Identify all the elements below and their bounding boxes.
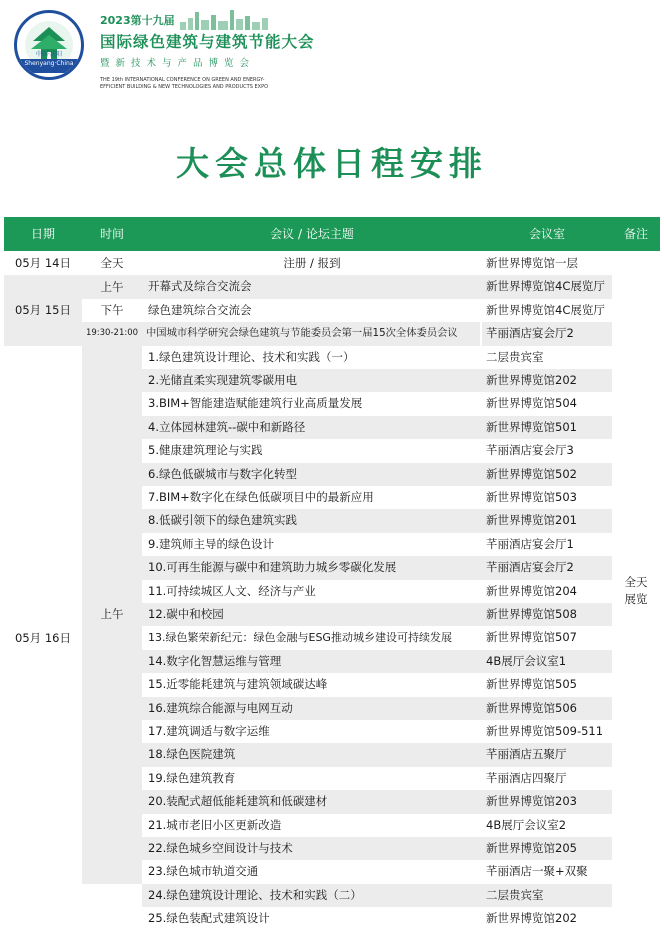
session-topic: 18.绿色医院建筑 [142,743,482,766]
column-time: 时间 [99,227,124,241]
column-topic: 会议 / 论坛主题 [270,227,354,241]
session-topic: 9.建筑师主导的绿色设计 [148,536,274,551]
session-room: 新世界博览馆205 [482,837,612,860]
session-topic: 11.可持续城区人文、经济与产业 [148,583,316,598]
session-room: 新世界博览馆506 [482,697,612,720]
session-room: 二层贵宾室 [482,884,612,907]
column-note: 备注 [623,227,648,241]
session-room: 新世界博览馆503 [486,490,577,504]
session-room: 新世界博览馆504 [486,396,577,411]
session-room: 芊丽酒店宴会厅2 [482,556,612,579]
session-room: 新世界博览馆507 [486,630,577,645]
time-cell-evening: 19:30-21:00 [82,322,142,345]
column-room: 会议室 [528,227,565,241]
time-cell-morning-may-16: 上午 [82,346,142,884]
conference-title: 国际绿色建筑与建筑节能大会 [100,33,315,51]
session-room: 芊丽酒店五聚厅 [482,743,612,766]
session-room: 新世界博览馆509-511 [486,724,604,738]
session-room: 新世界博览馆505 [486,677,577,692]
conference-header [0,0,664,110]
session-topic: 12.碳中和校园 [142,603,482,626]
session-room: 芊丽酒店四聚厅 [486,770,567,785]
session-topic: 8.低碳引领下的绿色建筑实践 [142,509,482,532]
conference-subtitle: 暨新技术与产品博览会 [100,58,256,69]
session-topic: 2.光储直柔实现建筑零碳用电 [142,369,482,392]
date-cell-may-14: 05月 14日 [15,256,71,271]
session-room: 二层贵宾室 [486,349,544,364]
time-cell-all-day: 全天 [100,256,124,271]
session-room: 新世界博览馆4C展览厅 [486,302,605,317]
session-topic: 4.立体园林建筑--碳中和新路径 [142,416,482,439]
session-room: 新世界博览馆202 [482,369,612,392]
session-topic: 16.建筑综合能源与电网互动 [142,697,482,720]
session-room: 新世界博览馆4C展览厅 [482,275,612,298]
logo-city-text: 中国·沈阳 [36,51,62,58]
session-topic: 23.绿色城市轨道交通 [148,864,259,879]
session-room: 芊丽酒店宴会厅3 [486,443,574,458]
column-date: 日期 [30,227,55,241]
session-topic: 13.绿色繁荣新纪元：绿色金融与ESG推动城乡建设可持续发展 [148,631,452,645]
session-room: 新世界博览馆502 [482,463,612,486]
conference-edition: 2023第十九届 [100,14,175,27]
session-topic: 25.绿色装配式建筑设计 [148,911,270,926]
session-room: 新世界博览馆501 [482,416,612,439]
session-room: 新世界博览馆201 [482,509,612,532]
session-room: 4B展厅会议室2 [486,817,567,832]
session-topic: 14.数字化智慧运维与管理 [142,650,482,673]
session-topic: 17.建筑调适与数字运维 [148,724,270,738]
date-cell-may-16: 05月 16日 [15,630,71,645]
session-room: 新世界博览馆204 [486,583,577,598]
table-header [4,217,660,251]
note-cell-exhibition: 全天 展览 [624,575,648,607]
session-topic: 10.可再生能源与碳中和建筑助力城乡零碳化发展 [142,556,482,579]
session-topic: 7.BIM+数字化在绿色低碳项目中的最新应用 [148,490,374,504]
session-topic: 注册 / 报到 [283,256,341,270]
session-topic: 24.绿色建筑设计理论、技术和实践（二） [142,884,482,907]
time-cell-morning: 上午 [82,275,142,298]
session-room: 新世界博览馆508 [482,603,612,626]
session-topic: 5.健康建筑理论与实践 [148,443,263,458]
session-room: 新世界博览馆203 [482,790,612,813]
conference-english-title: THE 19th INTERNATIONAL CONFERENCE ON GREEN AND ENERGY-EFFICIENT BUILDING & NEW TECHNOLOGIES AND PRODUCTS EXPO [100,77,269,90]
time-cell-afternoon: 下午 [100,302,124,317]
session-topic: 15.近零能耗建筑与建筑领域碳达峰 [148,677,328,692]
session-topic: 21.城市老旧小区更新改造 [148,817,282,832]
session-topic: 19.绿色建筑教育 [148,770,236,785]
session-topic: 绿色建筑综合交流会 [148,302,252,317]
logo-band-text: Shenyang·China [24,60,74,67]
session-topic: 开幕式及综合交流会 [142,275,482,298]
session-topic: 20.装配式超低能耗建筑和低碳建材 [142,790,482,813]
page-title: 大会总体日程安排 [176,144,488,183]
session-topic: 3.BIM+智能建造赋能建筑行业高质量发展 [148,396,363,411]
session-room: 芊丽酒店宴会厅2 [482,322,612,345]
session-room: 4B展厅会议室1 [482,650,612,673]
conference-logo [14,10,84,80]
session-topic: 中国城市科学研究会绿色建筑与节能委员会第一届15次全体委员会议 [142,322,480,345]
session-room: 芊丽酒店宴会厅1 [486,536,574,551]
session-room: 芊丽酒店一聚+双聚 [486,864,588,879]
date-cell-may-15: 05月 15日 [4,275,82,345]
session-room: 新世界博览馆202 [486,911,577,926]
session-topic: 6.绿色低碳城市与数字化转型 [142,463,482,486]
session-topic: 1.绿色建筑设计理论、技术和实践（一） [148,349,355,364]
session-topic: 22.绿色城乡空间设计与技术 [142,837,482,860]
session-room: 新世界博览馆一层 [486,256,578,270]
